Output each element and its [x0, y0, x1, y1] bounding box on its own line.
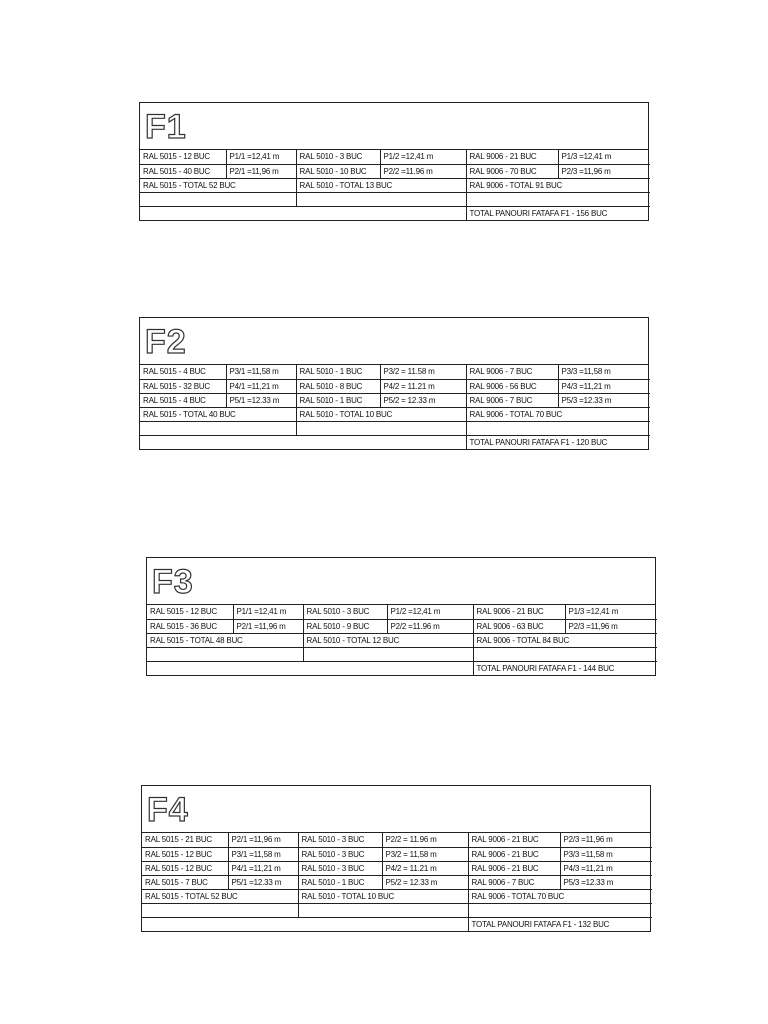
- table-row: [140, 365, 650, 379]
- table-cell: P4/1 =11,21 m: [228, 861, 298, 875]
- table-cell: RAL 5015 - 40 BUC: [140, 164, 226, 178]
- total-cell: RAL 5010 - TOTAL 12 BUC: [303, 633, 473, 647]
- table-cell: P4/2 = 11.21 m: [380, 379, 466, 393]
- table-cell: RAL 9006 - 7 BUC: [468, 875, 560, 889]
- table-cell: P3/2 = 11,58 m: [382, 847, 468, 861]
- table-cell: RAL 5015 - 4 BUC: [140, 393, 226, 407]
- total-cell: RAL 5015 - TOTAL 52 BUC: [140, 178, 296, 192]
- empty-cell: [140, 192, 296, 206]
- panel-f1: [139, 102, 649, 221]
- panel-f3: [146, 557, 656, 676]
- table-row: [140, 393, 650, 407]
- table-cell: RAL 9006 - 56 BUC: [466, 379, 558, 393]
- table-cell: RAL 5010 - 1 BUC: [298, 875, 382, 889]
- table-cell: P5/3 =12.33 m: [560, 875, 652, 889]
- table-cell: P2/3 =11,96 m: [565, 619, 657, 633]
- panel-title: F2: [145, 323, 187, 361]
- table-cell: RAL 5015 - 12 BUC: [142, 861, 228, 875]
- table-cell: RAL 5015 - 32 BUC: [140, 379, 226, 393]
- table-cell: RAL 5010 - 3 BUC: [296, 150, 380, 164]
- table-cell: P1/2 =12,41 m: [380, 150, 466, 164]
- table-cell: RAL 5015 - 12 BUC: [147, 605, 233, 619]
- total-cell: RAL 9006 - TOTAL 70 BUC: [466, 407, 650, 421]
- table-cell: P2/2 = 11.96 m: [382, 833, 468, 847]
- panel-title: F3: [152, 563, 194, 601]
- total-cell: RAL 5015 - TOTAL 52 BUC: [142, 889, 298, 903]
- table-cell: RAL 9006 - 21 BUC: [466, 150, 558, 164]
- grand-total-row: [147, 661, 657, 675]
- table-cell: P2/3 =11,96 m: [558, 164, 650, 178]
- empty-cell: [303, 647, 473, 661]
- table-cell: P1/3 =12,41 m: [558, 150, 650, 164]
- empty-cell: [140, 206, 466, 220]
- table-cell: P1/1 =12,41 m: [226, 150, 296, 164]
- totals-row: [140, 407, 650, 421]
- table-cell: RAL 9006 - 7 BUC: [466, 365, 558, 379]
- panel-title: F4: [147, 791, 189, 829]
- panel-title-box: [140, 318, 648, 365]
- table-cell: P5/3 =12.33 m: [558, 393, 650, 407]
- panel-title-box: [142, 786, 650, 833]
- total-cell: RAL 9006 - TOTAL 91 BUC: [466, 178, 650, 192]
- panel-f4: [141, 785, 651, 932]
- table-cell: RAL 9006 - 21 BUC: [468, 833, 560, 847]
- table-cell: P1/3 =12,41 m: [565, 605, 657, 619]
- table-cell: RAL 5010 - 3 BUC: [298, 861, 382, 875]
- total-cell: RAL 5015 - TOTAL 40 BUC: [140, 407, 296, 421]
- empty-cell: [466, 192, 650, 206]
- table-cell: RAL 9006 - 70 BUC: [466, 164, 558, 178]
- table-cell: P4/3 =11,21 m: [560, 861, 652, 875]
- table-cell: P4/2 = 11.21 m: [382, 861, 468, 875]
- totals-row: [142, 889, 652, 903]
- table-row: [142, 847, 652, 861]
- table-row: [140, 379, 650, 393]
- grand-total-cell: TOTAL PANOURI FATAFA F1 - 132 BUC: [468, 917, 652, 931]
- empty-cell: [142, 917, 468, 931]
- table-cell: RAL 9006 - 21 BUC: [468, 847, 560, 861]
- table-row: [147, 619, 657, 633]
- empty-cell: [142, 903, 298, 917]
- table-row: [140, 150, 650, 164]
- table-cell: RAL 9006 - 7 BUC: [466, 393, 558, 407]
- table-cell: RAL 5015 - 4 BUC: [140, 365, 226, 379]
- table-cell: P3/2 = 11.58 m: [380, 365, 466, 379]
- table-cell: P4/3 =11,21 m: [558, 379, 650, 393]
- empty-cell: [466, 421, 650, 435]
- empty-cell: [147, 661, 473, 675]
- empty-cell: [296, 192, 466, 206]
- empty-cell: [147, 647, 303, 661]
- table-cell: P3/1 =11,58 m: [228, 847, 298, 861]
- table-row: [140, 164, 650, 178]
- table-cell: P5/1 =12.33 m: [226, 393, 296, 407]
- empty-cell: [468, 903, 652, 917]
- table-cell: RAL 5010 - 3 BUC: [298, 833, 382, 847]
- table-cell: RAL 5010 - 3 BUC: [303, 605, 387, 619]
- total-cell: RAL 5010 - TOTAL 10 BUC: [298, 889, 468, 903]
- table-cell: P2/1 =11,96 m: [233, 619, 303, 633]
- totals-row: [147, 633, 657, 647]
- table-cell: P1/1 =12,41 m: [233, 605, 303, 619]
- empty-cell: [298, 903, 468, 917]
- grand-total-cell: TOTAL PANOURI FATAFA F1 - 120 BUC: [466, 435, 650, 449]
- panel-title-box: [147, 558, 655, 605]
- table-cell: RAL 5010 - 9 BUC: [303, 619, 387, 633]
- table-cell: P3/1 =11,58 m: [226, 365, 296, 379]
- empty-cell: [473, 647, 657, 661]
- table-cell: RAL 5015 - 7 BUC: [142, 875, 228, 889]
- table-cell: RAL 5015 - 12 BUC: [142, 847, 228, 861]
- table-cell: RAL 5010 - 3 BUC: [298, 847, 382, 861]
- grand-total-row: [142, 917, 652, 931]
- table-cell: RAL 5010 - 1 BUC: [296, 393, 380, 407]
- empty-row: [140, 421, 650, 435]
- panel-table: [142, 833, 652, 931]
- total-cell: RAL 9006 - TOTAL 70 BUC: [468, 889, 652, 903]
- panel-title-box: [140, 103, 648, 150]
- table-cell: P4/1 =11,21 m: [226, 379, 296, 393]
- empty-row: [147, 647, 657, 661]
- table-cell: RAL 5010 - 1 BUC: [296, 365, 380, 379]
- table-cell: RAL 5015 - 36 BUC: [147, 619, 233, 633]
- table-cell: P2/2 =11.96 m: [387, 619, 473, 633]
- totals-row: [140, 178, 650, 192]
- table-cell: RAL 5015 - 21 BUC: [142, 833, 228, 847]
- total-cell: RAL 9006 - TOTAL 84 BUC: [473, 633, 657, 647]
- table-cell: P5/1 =12.33 m: [228, 875, 298, 889]
- panel-table: [147, 605, 657, 675]
- table-row: [142, 861, 652, 875]
- table-cell: P2/2 =11.96 m: [380, 164, 466, 178]
- empty-cell: [140, 421, 296, 435]
- table-cell: RAL 5010 - 10 BUC: [296, 164, 380, 178]
- empty-row: [140, 192, 650, 206]
- panel-f2: [139, 317, 649, 450]
- table-cell: RAL 9006 - 21 BUC: [473, 605, 565, 619]
- table-cell: RAL 9006 - 21 BUC: [468, 861, 560, 875]
- table-row: [142, 833, 652, 847]
- empty-cell: [140, 435, 466, 449]
- grand-total-cell: TOTAL PANOURI FATAFA F1 - 144 BUC: [473, 661, 657, 675]
- table-cell: P5/2 = 12.33 m: [382, 875, 468, 889]
- grand-total-cell: TOTAL PANOURI FATAFA F1 - 156 BUC: [466, 206, 650, 220]
- table-row: [147, 605, 657, 619]
- empty-cell: [296, 421, 466, 435]
- panel-table: [140, 150, 650, 220]
- total-cell: RAL 5010 - TOTAL 10 BUC: [296, 407, 466, 421]
- table-row: [142, 875, 652, 889]
- table-cell: P2/1 =11,96 m: [226, 164, 296, 178]
- table-cell: RAL 5010 - 8 BUC: [296, 379, 380, 393]
- table-cell: P3/3 =11,58 m: [560, 847, 652, 861]
- grand-total-row: [140, 206, 650, 220]
- total-cell: RAL 5015 - TOTAL 48 BUC: [147, 633, 303, 647]
- table-cell: RAL 5015 - 12 BUC: [140, 150, 226, 164]
- table-cell: P2/1 =11,96 m: [228, 833, 298, 847]
- panel-title: F1: [145, 108, 187, 146]
- table-cell: P1/2 =12,41 m: [387, 605, 473, 619]
- total-cell: RAL 5010 - TOTAL 13 BUC: [296, 178, 466, 192]
- panel-table: [140, 365, 650, 449]
- table-cell: RAL 9006 - 63 BUC: [473, 619, 565, 633]
- table-cell: P5/2 = 12.33 m: [380, 393, 466, 407]
- empty-row: [142, 903, 652, 917]
- table-cell: P2/3 =11,96 m: [560, 833, 652, 847]
- grand-total-row: [140, 435, 650, 449]
- table-cell: P3/3 =11,58 m: [558, 365, 650, 379]
